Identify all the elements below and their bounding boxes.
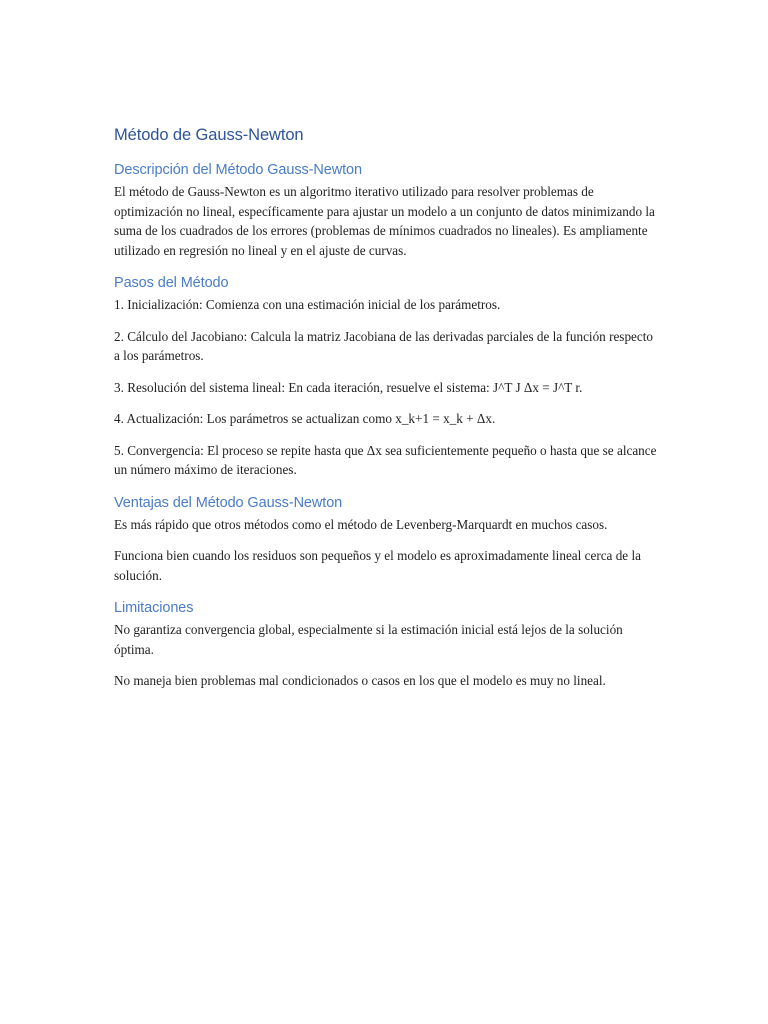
section-ventajas (114, 493, 659, 586)
section-heading: Descripción del Método Gauss-Newton (114, 162, 362, 178)
paragraph: Funciona bien cuando los residuos son pequeños y el modelo es aproximadamente lineal cerca de la solución. (114, 548, 641, 583)
document-page (114, 124, 659, 691)
paragraph: No maneja bien problemas mal condicionados o casos en los que el modelo es muy no lineal. (114, 673, 606, 688)
section-pasos (114, 273, 659, 480)
document-title: Método de Gauss-Newton (114, 126, 304, 144)
section-heading: Pasos del Método (114, 275, 229, 291)
section-descripcion (114, 160, 659, 260)
paragraph: El método de Gauss-Newton es un algoritmo iterativo utilizado para resolver problemas de optimización no lineal, específicamente para ajustar un modelo a un conjunto de datos minimizando la suma de los cuadrados de los errores (problemas de mínimos cuadrados no lineales). Es ampliamente utilizado en regresión no lineal y en el ajuste de curvas. (114, 184, 655, 258)
paragraph: 3. Resolución del sistema lineal: En cada iteración, resuelve el sistema: J^T J Δx = J^T r. (114, 379, 583, 395)
paragraph: No garantiza convergencia global, especialmente si la estimación inicial está lejos de la solución óptima. (114, 622, 623, 657)
paragraph: 5. Convergencia: El proceso se repite hasta que Δx sea suficientemente pequeño o hasta que se alcance un número máximo de iteraciones. (114, 442, 657, 477)
section-heading: Ventajas del Método Gauss-Newton (114, 494, 343, 511)
paragraph: 1. Inicialización: Comienza con una estimación inicial de los parámetros. (114, 297, 501, 312)
section-heading: Limitaciones (114, 600, 194, 616)
paragraph: Es más rápido que otros métodos como el método de Levenberg-Marquardt en muchos casos. (114, 516, 608, 532)
section-limitaciones (114, 598, 659, 691)
paragraph: 4. Actualización: Los parámetros se actualizan como x_k+1 = x_k + Δx. (114, 411, 496, 426)
paragraph: 2. Cálculo del Jacobiano: Calcula la matriz Jacobiana de las derivadas parciales de la función respecto a los parámetros. (114, 328, 654, 363)
